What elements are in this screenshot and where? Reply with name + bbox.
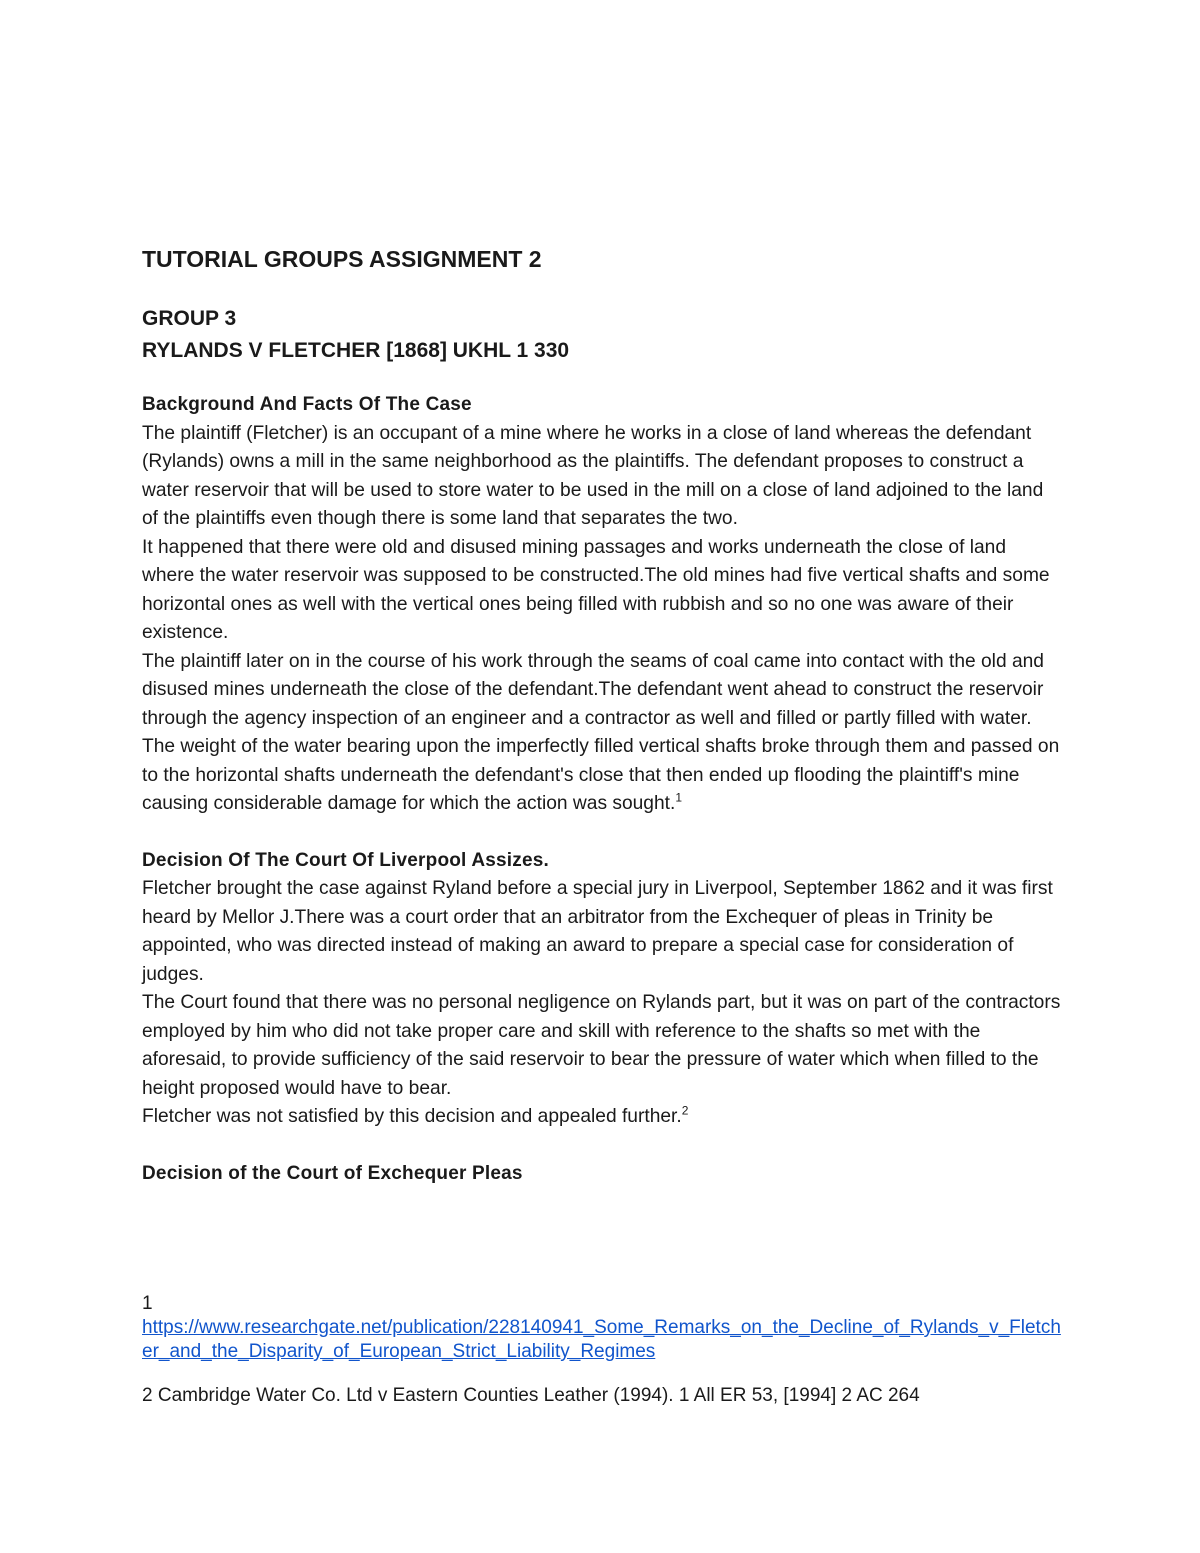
paragraph: The Court found that there was no personal negligence on Rylands part, but it was on part of the contractors employed by him who did not take proper care and skill with reference to the shafts so met with the aforesaid, to provide sufficiency of the said reservoir to bear the pressure of water which when filled to the height proposed would have to bear. — [142, 992, 1061, 1099]
section-heading: Decision of the Court of Exchequer Pleas — [142, 1162, 523, 1184]
paragraph — [142, 1103, 1062, 1132]
paragraph-text: Fletcher was not satisfied by this decision and appealed further. — [142, 1106, 682, 1127]
document-title: TUTORIAL GROUPS ASSIGNMENT 2 — [142, 246, 542, 272]
footnote-text: Cambridge Water Co. Ltd v Eastern Counties Leather (1994). 1 All ER 53, [1994] 2 AC 264 — [157, 1385, 920, 1406]
paragraph: Fletcher brought the case against Ryland before a special jury in Liverpool, September 1862 and it was first heard by Mellor J.There was a court order that an arbitrator from the Exchequer of pleas in Trinity be appointed, who was directed instead of making an award to prepare a special case for consideration of judges. — [142, 878, 1053, 985]
footnote-number: 2 — [142, 1385, 153, 1406]
footnote-2 — [142, 1384, 1062, 1408]
group-label: GROUP 3 — [142, 307, 237, 330]
paragraph — [142, 648, 1062, 819]
footnote-1 — [142, 1292, 1062, 1364]
section-heading: Decision Of The Court Of Liverpool Assizes. — [142, 849, 549, 871]
footnote-number: 1 — [142, 1293, 153, 1314]
paragraph: The plaintiff (Fletcher) is an occupant of a mine where he works in a close of land whereas the defendant (Rylands) owns a mill in the same neighborhood as the plaintiffs. The defendant proposes to construct a water reservoir that will be used to store water to be used in the mill on a close of land adjoined to the land of the plaintiffs even though there is some land that separates the two. — [142, 422, 1044, 529]
paragraph-text: The plaintiff later on in the course of his work through the seams of coal came into contact with the old and disused mines underneath the close of the defendant.The defendant went ahead to construct the reservoir through the agency inspection of an engineer and a contractor as well and filled or partly filled with water. The weight of the water bearing upon the imperfectly filled vertical shafts broke through them and passed on to the horizontal shafts underneath the defendant's close that then ended up flooding the plaintiff's mine causing considerable damage for which the action was sought. — [142, 650, 1060, 814]
section-heading: Background And Facts Of The Case — [142, 394, 472, 415]
section-exchequer-pleas — [142, 1160, 1062, 1189]
footnote-ref-1[interactable]: 1 — [675, 790, 682, 805]
paragraph: It happened that there were old and disused mining passages and works underneath the close of land where the water reservoir was supposed to be constructed.The old mines had five vertical shafts and some horizontal ones as well with the vertical ones being filled with rubbish and so no one was aware of their existence. — [142, 536, 1050, 643]
footnote-ref-2[interactable]: 2 — [681, 1103, 689, 1118]
case-name: RYLANDS V FLETCHER [1868] UKHL 1 330 — [142, 339, 570, 362]
footnote-link[interactable]: https://www.researchgate.net/publication/228140941_Some_Remarks_on_the_Decline_of_Rylands_v_Fletcher_and_the_Disparity_of_European_Strict_Liability_Regimes — [142, 1317, 1061, 1362]
section-liverpool-assizes — [142, 847, 1062, 1132]
footnotes — [142, 1292, 1062, 1408]
document-body — [142, 243, 1062, 1188]
section-background — [142, 391, 1062, 819]
